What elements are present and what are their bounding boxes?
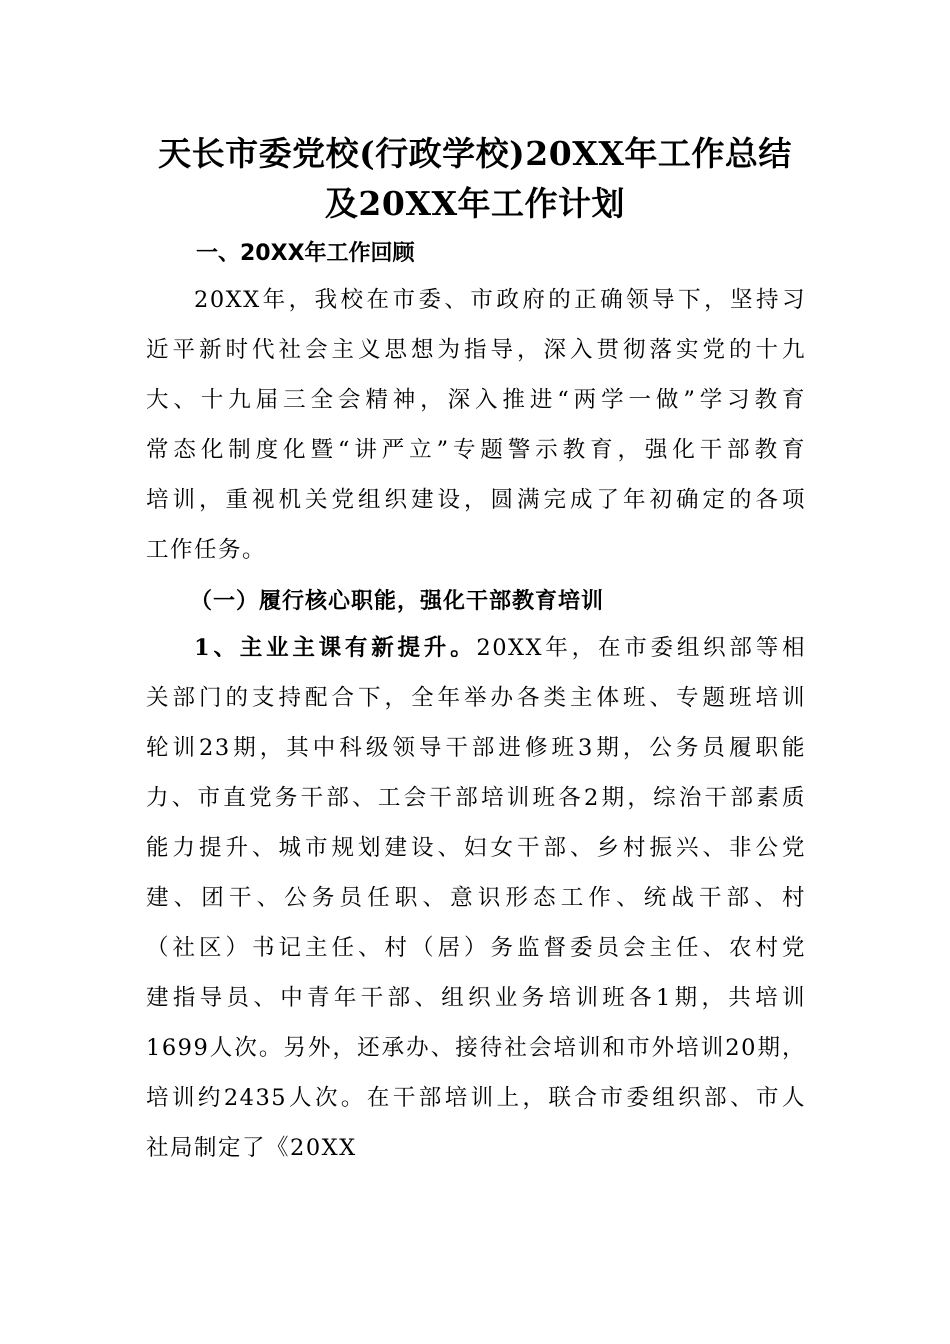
intro-line: 工作任务。 xyxy=(146,537,267,563)
item1-line: 能力提升、城市规划建设、妇女干部、乡村振兴、非公党 xyxy=(146,835,806,861)
intro-line: 培训，重视机关党组织建设，圆满完成了年初确定的各项 xyxy=(146,487,806,513)
item1-line: 建指导员、中青年干部、组织业务培训班各1期，共培训 xyxy=(146,985,806,1011)
document-title-line-1: 天长市委党校(行政学校)20XX年工作总结 xyxy=(158,134,792,173)
intro-line: 常态化制度化暨“讲严立”专题警示教育，强化干部教育 xyxy=(146,437,806,463)
item1-first-line xyxy=(146,623,806,673)
item1-first-line-rest: 20XX年，在市委组织部等相 xyxy=(476,635,806,661)
item1-line: 轮训23期，其中科级领导干部进修班3期，公务员履职能 xyxy=(146,735,806,761)
item1-line: 关部门的支持配合下，全年举办各类主体班、专题班培训 xyxy=(146,685,806,711)
section-heading-review: 一、20XX年工作回顾 xyxy=(196,241,415,266)
intro-line: 20XX年，我校在市委、市政府的正确领导下，坚持习 xyxy=(194,287,806,313)
intro-paragraph xyxy=(146,275,806,575)
item1-line: 培训约2435人次。在干部培训上，联合市委组织部、市人 xyxy=(146,1085,806,1111)
item1-line: 建、团干、公务员任职、意识形态工作、统战干部、村 xyxy=(146,885,806,911)
item1-line: 1699人次。另外，还承办、接待社会培训和市外培训20期， xyxy=(146,1035,806,1061)
item1-line: （社区）书记主任、村（居）务监督委员会主任、农村党 xyxy=(146,935,806,961)
document-title-line-2: 及20XX年工作计划 xyxy=(324,184,626,223)
item1-lead: 1、主业主课有新提升。 xyxy=(194,635,477,661)
item1-paragraph xyxy=(146,623,806,1173)
item1-line: 社局制定了《20XX xyxy=(146,1135,357,1161)
intro-line: 近平新时代社会主义思想为指导，深入贯彻落实党的十九 xyxy=(146,337,806,363)
item1-line: 力、市直党务干部、工会干部培训班各2期，综治干部素质 xyxy=(146,785,806,811)
intro-line: 大、十九届三全会精神，深入推进“两学一做”学习教育 xyxy=(146,387,806,413)
subsection-heading-core-duties: （一）履行核心职能，强化干部教育培训 xyxy=(190,588,605,614)
